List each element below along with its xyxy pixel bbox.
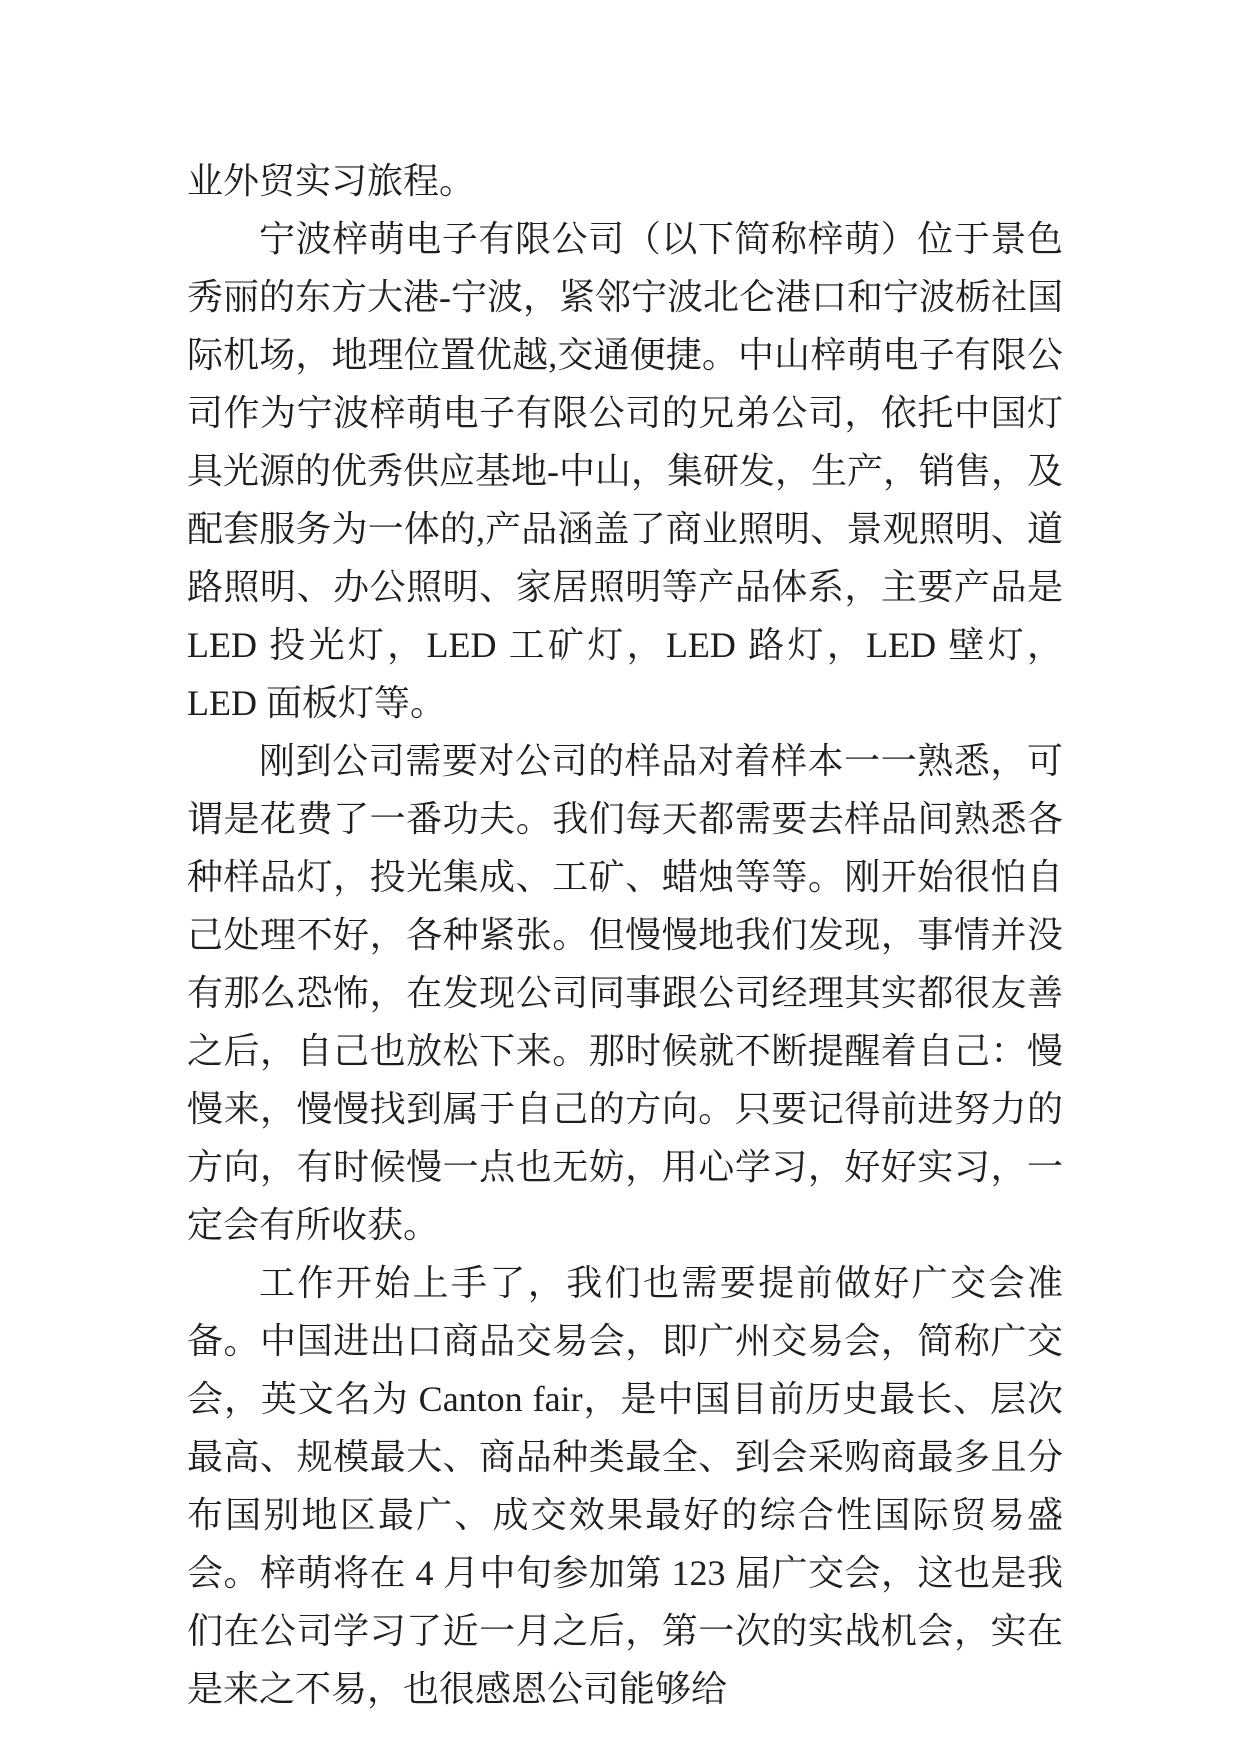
paragraph-company-intro: 宁波梓萌电子有限公司（以下简称梓萌）位于景色秀丽的东方大港-宁波，紧邻宁波北仑港口和宁波栃社国际机场，地理位置优越,交通便捷。中山梓萌电子有限公司作为宁波梓萌电子有限公司的兄弟公司，依托中国灯具光源的优秀供应基地-中山，集研发，生产，销售，及配套服务为一体的,产品涵盖了商业照明、景观照明、道路照明、办公照明、家居照明等产品体系，主要产品是 LED 投光灯，LED 工矿灯，LED 路灯，LED 壁灯，LED 面板灯等。 [187,219,1063,723]
essay-body [187,152,1063,1718]
paragraph-canton-fair: 工作开始上手了，我们也需要提前做好广交会准备。中国进出口商品交易会，即广州交易会，简称广交会，英文名为 Canton fair，是中国目前历史最长、层次最高、规模最大、商品种类最全、到会采购商最多且分布国别地区最广、成交效果最好的综合性国际贸易盛会。梓萌将在 4 月中旬参加第 123 届广交会，这也是我们在公司学习了近一月之后，第一次的实战机会，实在是来之不易，也很感恩公司能够给 [187,1263,1063,1709]
paragraph-continuation: 业外贸实习旅程。 [187,161,476,201]
paragraph-sample-learning: 刚到公司需要对公司的样品对着样本一一熟悉，可谓是花费了一番功夫。我们每天都需要去样品间熟悉各种样品灯，投光集成、工矿、蜡烛等等。刚开始很怕自己处理不好，各种紧张。但慢慢地我们发现，事情并没有那么恐怖，在发现公司同事跟公司经理其实都很友善之后，自己也放松下来。那时候就不断提醒着自己：慢慢来，慢慢找到属于自己的方向。只要记得前进努力的方向，有时候慢一点也无妨，用心学习，好好实习，一定会有所收获。 [187,741,1063,1245]
